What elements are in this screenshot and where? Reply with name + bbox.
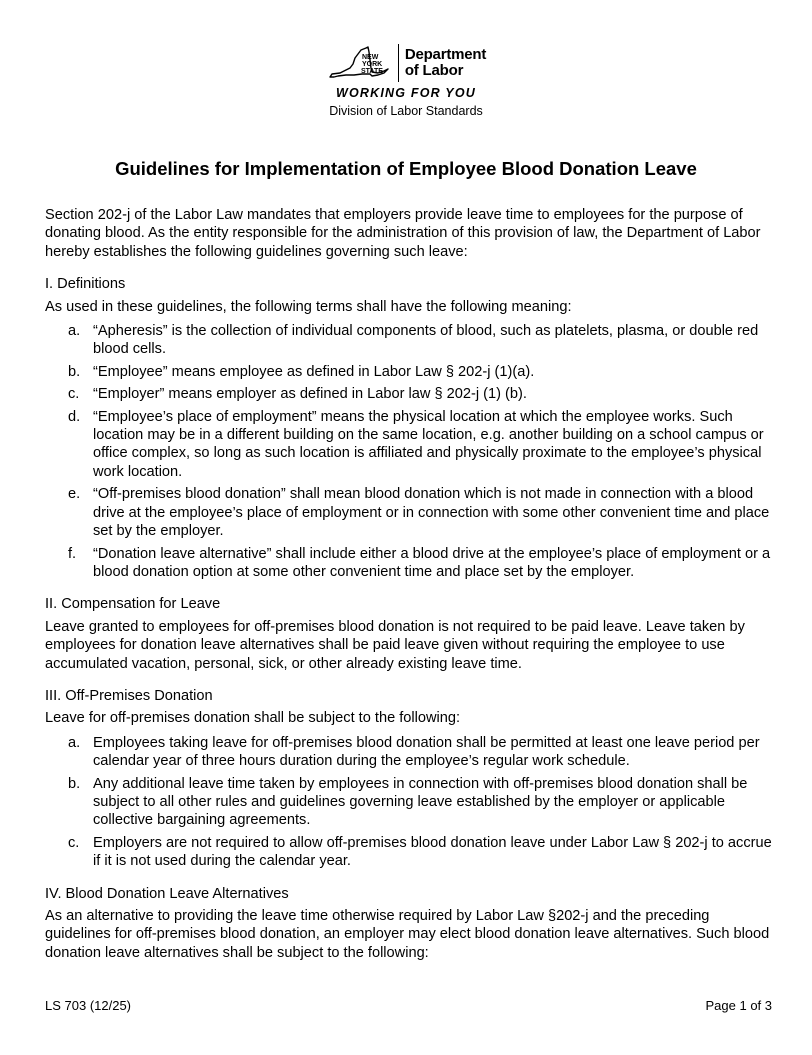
list-item bbox=[45, 385, 775, 403]
document-body bbox=[45, 206, 775, 962]
list-letter: e. bbox=[68, 486, 81, 503]
compensation-body: Leave granted to employees for off-premises blood donation is not required to be paid leave. Leave taken by employees for donation leave alternatives shall be paid leave given without requiring the employee to use accumulated vacation, personal, sick, or other already existing leave time. bbox=[45, 618, 745, 672]
definitions-list bbox=[45, 322, 775, 581]
department-name bbox=[405, 47, 486, 79]
list-item bbox=[45, 734, 775, 771]
off-premises-list bbox=[45, 734, 775, 871]
department-line-1: Department bbox=[404, 46, 487, 63]
logo-new: NEW bbox=[361, 54, 379, 61]
intro-paragraph: Section 202-j of the Labor Law mandates that employers provide leave time to employees for the purpose of donating blood. As the entity responsible for the administration of this provision of law, the Department of Labor hereby establishes the following guidelines governing such leave: bbox=[45, 207, 761, 260]
section-heading-off-premises: III. Off-Premises Donation bbox=[45, 687, 213, 704]
division-name: Division of Labor Standards bbox=[329, 104, 483, 118]
list-letter: c. bbox=[68, 834, 80, 851]
list-text: “Off-premises blood donation” shall mean blood donation which is not made in connection with a blood drive at the employee’s place of employment or in connection with some other convenient time and place set by the employer. bbox=[93, 486, 770, 540]
definitions-lead: As used in these guidelines, the following terms shall have the following meaning: bbox=[45, 298, 572, 315]
alternatives-body: As an alternative to providing the leave time otherwise required by Labor Law §202-j and the preceding guidelines for off-premises blood donation, an employer may elect blood donation leave alternatives. Such blood donation leave alternatives shall be subject to the following: bbox=[45, 908, 770, 961]
list-item bbox=[45, 363, 775, 381]
list-item bbox=[45, 545, 775, 582]
list-item bbox=[45, 408, 775, 482]
list-letter: d. bbox=[68, 408, 81, 425]
section-heading-definitions: I. Definitions bbox=[45, 276, 126, 293]
section-heading-alternatives: IV. Blood Donation Leave Alternatives bbox=[45, 885, 289, 902]
section-heading-compensation: II. Compensation for Leave bbox=[45, 596, 221, 613]
list-text: “Apheresis” is the collection of individual components of blood, such as platelets, plasma, or double red blood cells. bbox=[93, 323, 759, 358]
logo-divider bbox=[398, 44, 399, 82]
tagline: WORKING FOR YOU bbox=[336, 86, 476, 100]
off-premises-lead: Leave for off-premises donation shall be subject to the following: bbox=[45, 710, 461, 727]
list-text: “Employee” means employee as defined in Labor Law § 202-j (1)(a). bbox=[93, 363, 535, 380]
letterhead bbox=[0, 44, 812, 118]
list-letter: b. bbox=[68, 363, 81, 380]
list-text: Employers are not required to allow off-premises blood donation leave under Labor Law § 202-j to accrue if it is not used during the calendar year. bbox=[93, 834, 772, 870]
form-id: LS 703 (12/25) bbox=[45, 998, 132, 1013]
list-text: “Employer” means employer as defined in Labor law § 202-j (1) (b). bbox=[93, 386, 527, 403]
list-text: “Employee’s place of employment” means the physical location at which the employee works. Such location may be in a different building on the same location, e.g. another building on a school campus or office complex, so long as such location is affiliated and physically proximate to the employee’s physical work location. bbox=[93, 408, 764, 480]
logo-state: STATE bbox=[360, 68, 383, 75]
department-line-2: of Labor bbox=[404, 62, 464, 79]
logo-york: YORK bbox=[361, 61, 383, 68]
page-number: Page 1 of 3 bbox=[705, 998, 772, 1013]
list-letter: f. bbox=[68, 545, 77, 562]
list-text: Any additional leave time taken by employees in connection with off-premises blood donation shall be subject to all other rules and guidelines governing leave established by the employer or applicable collective bargaining agreements. bbox=[93, 775, 748, 829]
new-york-state-icon bbox=[326, 44, 392, 82]
list-item bbox=[45, 485, 775, 540]
list-item bbox=[45, 775, 775, 830]
list-letter: b. bbox=[68, 775, 81, 792]
document-title: Guidelines for Implementation of Employee Blood Donation Leave bbox=[115, 158, 697, 179]
list-item bbox=[45, 322, 775, 359]
list-text: Employees taking leave for off-premises blood donation shall be permitted at least one leave period per calendar year of three hours duration during the employee’s regular work schedule. bbox=[93, 734, 760, 770]
department-logo bbox=[0, 44, 812, 82]
list-letter: a. bbox=[68, 734, 81, 751]
list-letter: c. bbox=[68, 386, 80, 403]
list-item bbox=[45, 834, 775, 871]
list-text: “Donation leave alternative” shall include either a blood drive at the employee’s place of employment or a blood donation option at some other convenient time and place set by the employer. bbox=[93, 545, 771, 580]
list-letter: a. bbox=[68, 323, 81, 340]
